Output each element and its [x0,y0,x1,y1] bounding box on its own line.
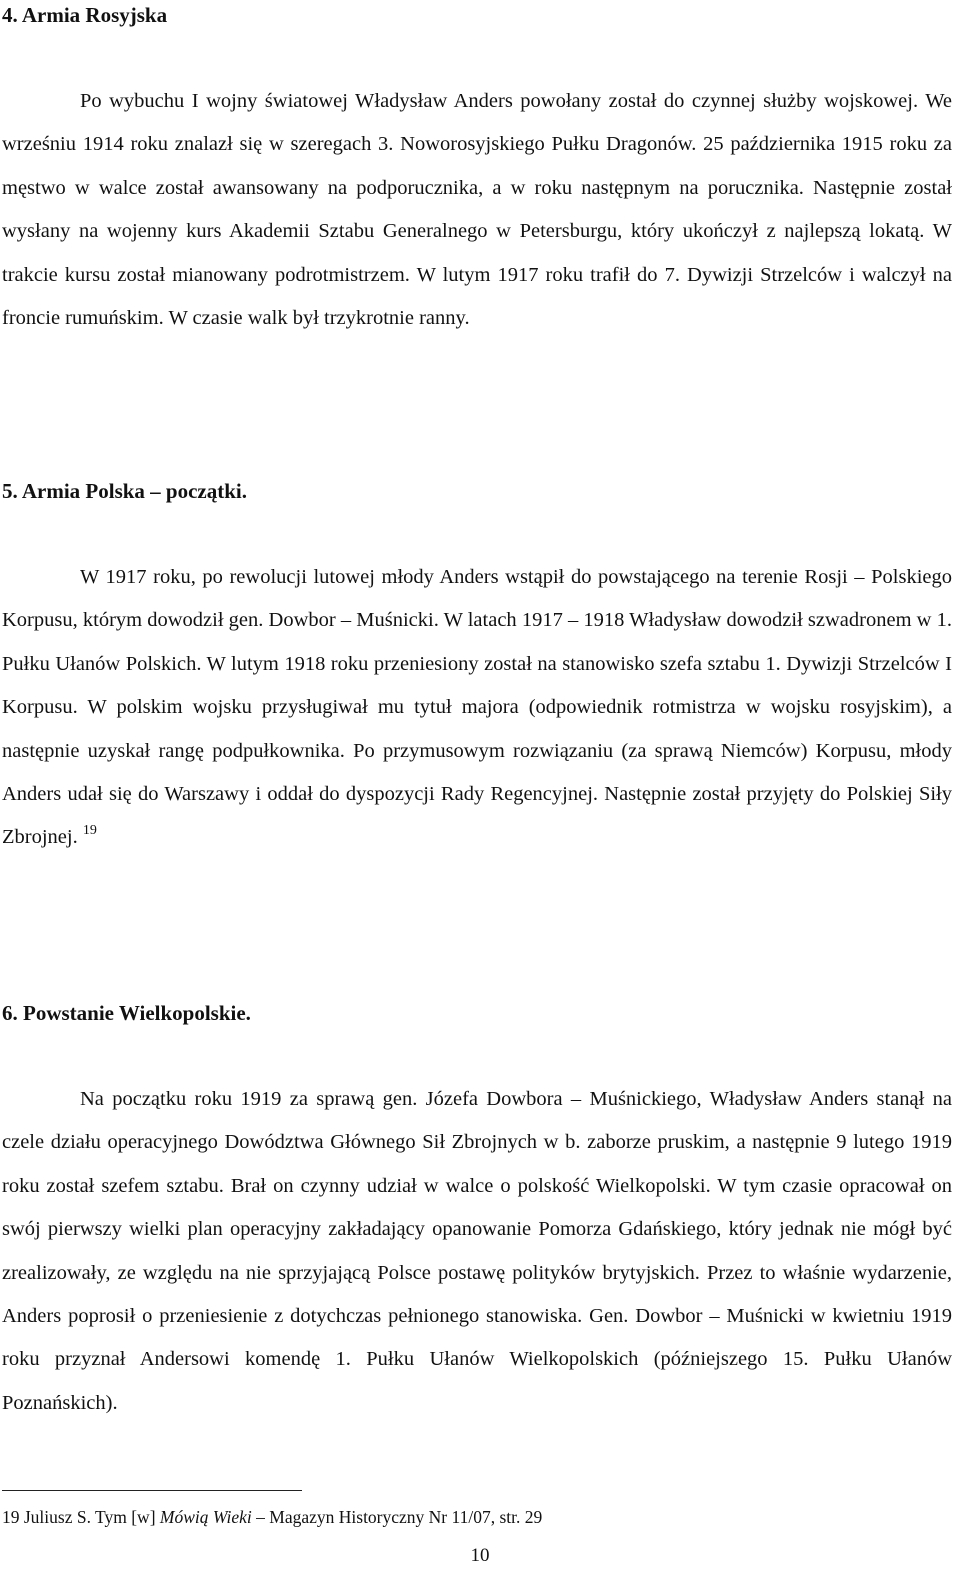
section-heading-armia-polska: 5. Armia Polska – początki. [2,479,247,503]
page-number: 10 [470,1545,490,1566]
footnote [2,1506,542,1528]
paragraph-armia-polska-text: W 1917 roku, po rewolucji lutowej młody Anders wstąpił do powstającego na terenie Rosji – Polskiego Korpusu, którym dowodził gen. Dowbor – Muśnicki. W latach 1917 – 1918 Władysław dowodził szwadronem w 1. Pułku Ułanów Polskich. W lutym 1918 roku przeniesiony został na stanowisko szefa sztabu 1. Dywizji Strzelców I Korpusu. W polskim wojsku przysługiwał mu tytuł majora (odpowiednik rotmistrza w wojsku rosyjskim), a następnie uzyskał rangę podpułkownika. Po przymusowym rozwiązaniu (za sprawą Niemców) Korpusu, młody Anders udał się do Warszawy i oddał do dyspozycji Rady Regencyjnej. Następnie został przyjęty do Polskiej Siły Zbrojnej. [2,566,952,849]
paragraph-armia-rosyjska: Po wybuchu I wojny światowej Władysław Anders powołany został do czynnej służby wojskowej. We wrześniu 1914 roku znalazł się w szeregach 3. Noworosyjskiego Pułku Dragonów. 25 października 1915 roku za męstwo w walce został awansowany na podporucznika, a w roku następnym na porucznika. Następnie został wysłany na wojenny kurs Akademii Sztabu Generalnego w Petersburgu, który ukończył z najlepszą lokatą. W trakcie kursu został mianowany podrotmistrzem. W lutym 1917 roku trafił do 7. Dywizji Strzelców i walczył na froncie rumuńskim. W czasie walk był trzykrotnie ranny. [2,90,952,330]
footnote-reference[interactable]: 19 [82,823,97,839]
paragraph-armia-polska [2,556,952,860]
paragraph-powstanie-wielkopolskie: Na początku roku 1919 za sprawą gen. Józefa Dowbora – Muśnickiego, Władysław Anders stanął na czele działu operacyjnego Dowództwa Głównego Sił Zbrojnych w b. zaborze pruskim, a następnie 9 lutego 1919 roku został szefem sztabu. Brał on czynny udział w walce o polskość Wielkopolski. W tym czasie opracował on swój pierwszy wielki plan operacyjny zakładający opanowanie Pomorza Gdańskiego, który jednak nie mógł być zrealizowały, ze względu na nie sprzyjającą Polsce postawę polityków brytyjskich. Przez to właśnie wydarzenie, Anders poprosił o przeniesienie z dotychczas pełnionego stanowiska. Gen. Dowbor – Muśnicki w kwietniu 1919 roku przyznał Andersowi komendę 1. Pułku Ułanów Wielkopolskich (późniejszego 15. Pułku Ułanów Poznańskich). [2,1088,952,1414]
section-heading-powstanie-wielkopolskie: 6. Powstanie Wielkopolskie. [2,1001,251,1025]
footnote-number: 19 [2,1507,20,1527]
footnote-publication: Mówią Wieki [159,1507,252,1527]
footnote-author: Juliusz S. Tym [w] [23,1507,156,1527]
footnote-details: – Magazyn Historyczny Nr 11/07, str. 29 [256,1507,543,1527]
section-heading-armia-rosyjska: 4. Armia Rosyjska [2,3,168,27]
footnote-divider [2,1490,302,1491]
